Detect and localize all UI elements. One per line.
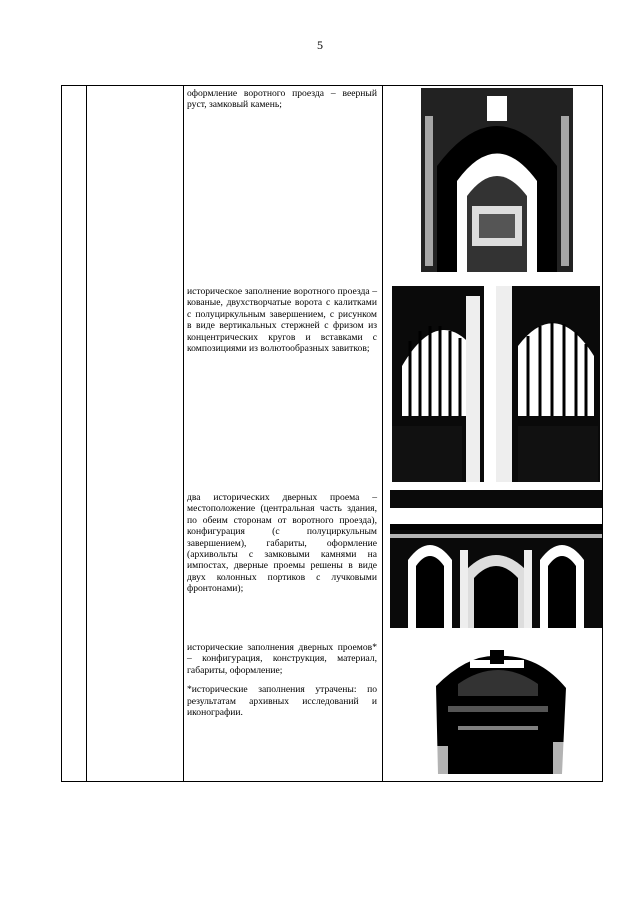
facade-doorways-photo — [390, 490, 602, 628]
row-1-text — [187, 88, 377, 119]
row-4-text — [187, 642, 377, 726]
row-1-paragraph: оформление воротного проезда – веерный руст, замковый камень; — [187, 88, 377, 111]
heritage-table — [61, 85, 603, 782]
row-4-note: *исторические заполнения утрачены: по результатам архивных исследований и иконографии. — [187, 684, 377, 719]
column-divider — [382, 86, 383, 781]
gate-right-leaf-photo — [496, 286, 600, 482]
row-2-paragraph: историческое заполнение воротного проезда – кованые, двухстворчатые ворота с калитками с полуциркульным завершением, с рисунком в виде вертикальных стержней с фризом из концентрических кругов и вставками с композициями из волютообразных завитков; — [187, 286, 377, 355]
column-divider — [86, 86, 87, 781]
row-3-text — [187, 492, 377, 603]
column-divider — [183, 86, 184, 781]
page-number: 5 — [317, 38, 323, 52]
row-2-text — [187, 286, 377, 362]
arched-gateway-photo — [417, 86, 577, 272]
row-3-paragraph: два исторических дверных проема – местоположение (центральная часть здания, по обеим сторонам от воротного проезда), конфигурация (с полуциркульным завершением), габариты, оформление (архивольты с замковыми камнями на импостах, дверные проемы решены в виде двух колонных портиков с лучковыми фронтонами); — [187, 492, 377, 595]
row-4-paragraph: исторические заполнения дверных проемов* – конфигурация, конструкция, материал, габариты, оформление; — [187, 642, 377, 676]
gate-left-leaf-photo — [392, 286, 484, 482]
archival-door-photo — [398, 646, 596, 774]
